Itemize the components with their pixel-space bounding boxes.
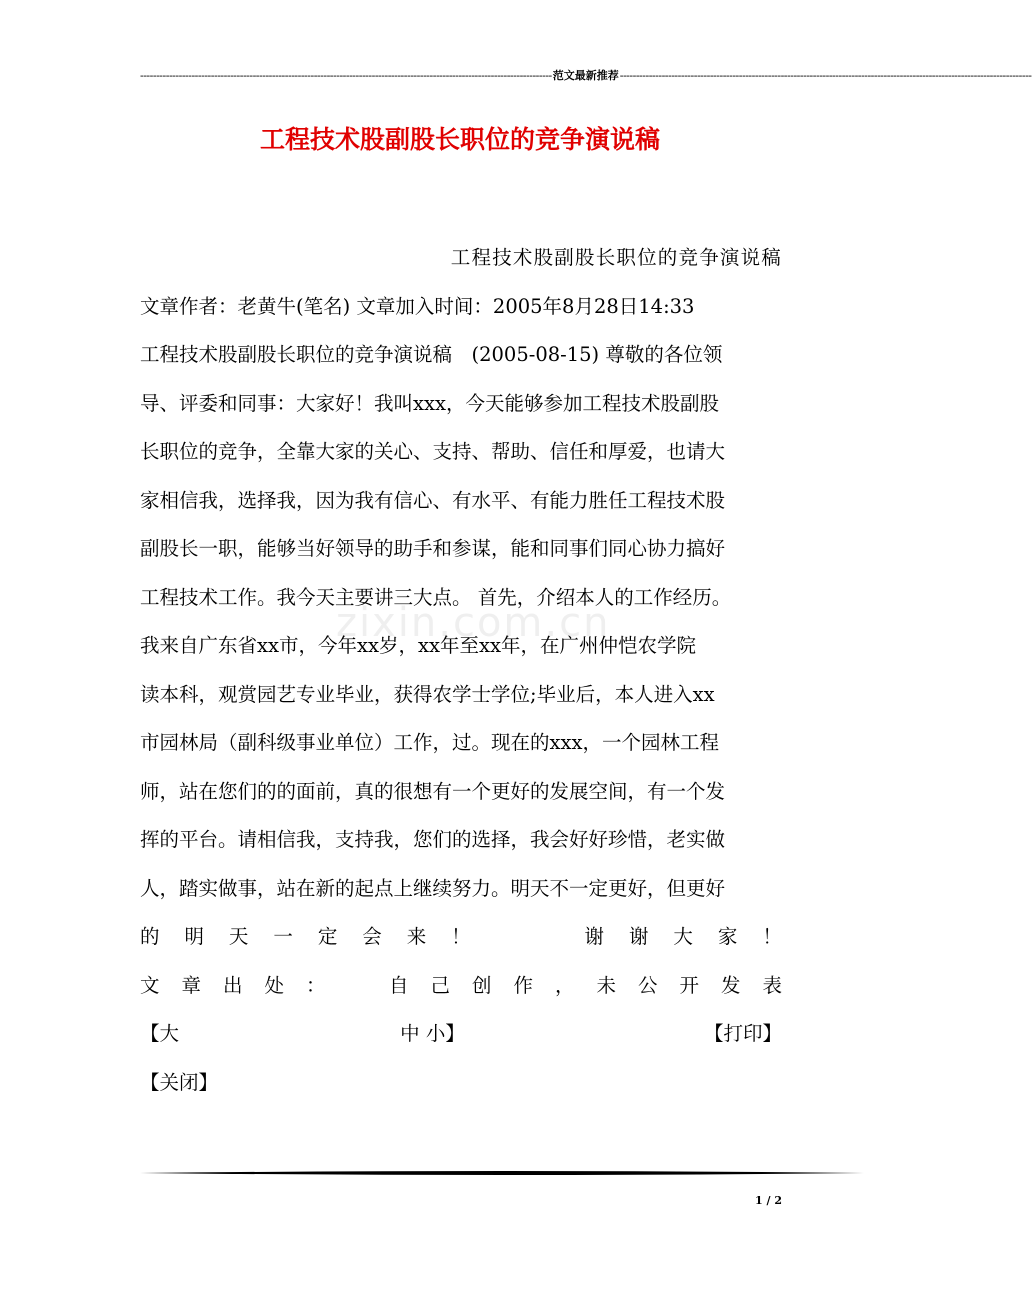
close-row xyxy=(140,1059,782,1108)
closing-char: 出 xyxy=(223,973,243,997)
paragraph-line: 长职位的竞争，全靠大家的关心、支持、帮助、信任和厚爱，也请大 xyxy=(140,440,726,463)
closing-char xyxy=(348,962,368,1011)
closing-char: 的 xyxy=(140,925,160,948)
closing-char: 一 xyxy=(273,925,293,948)
closing-char: 会 xyxy=(362,925,382,948)
closing-char: 表 xyxy=(762,973,782,997)
paragraph-line: 工程技术工作。我今天主要讲三大点。 首先，介绍本人的工作经历。 xyxy=(140,585,732,609)
header-banner xyxy=(140,68,1032,84)
closing-char: 未 xyxy=(596,973,616,997)
paragraph-line: 家相信我，选择我，因为我有信心、有水平、有能力胜任工程技术股 xyxy=(140,488,726,512)
closing-char: 谢 xyxy=(628,925,649,948)
font-size-medium-small-link[interactable]: 中 小】 xyxy=(400,1022,465,1045)
print-link[interactable]: 【打印】 xyxy=(703,1022,782,1045)
closing-char: 章 xyxy=(181,973,202,997)
closing-line-source xyxy=(140,962,782,1011)
closing-char xyxy=(496,913,516,962)
closing-char: 己 xyxy=(430,973,450,997)
header-right-dashes: -------------------------------------------------------------------------------------------------------------------------------- xyxy=(619,69,1032,82)
closing-char: ： xyxy=(306,973,326,997)
closing-char: 开 xyxy=(679,973,699,997)
paragraph-line: 读本科，观赏园艺专业毕业，获得农学士学位;毕业后，本人进入xx xyxy=(140,682,715,706)
font-size-links xyxy=(140,1010,782,1059)
closing-char: 天 xyxy=(228,925,249,948)
closing-char: 自 xyxy=(388,973,409,997)
closing-char: 文 xyxy=(140,973,160,997)
font-size-large-link[interactable]: 【大 xyxy=(140,1022,180,1045)
closing-char: 发 xyxy=(720,973,741,997)
closing-char: 家 xyxy=(717,925,738,948)
closing-char: 处 xyxy=(264,973,285,997)
article-subtitle: 工程技术股副股长职位的竞争演说稿 xyxy=(450,246,782,269)
closing-char: ， xyxy=(554,973,575,997)
paragraph-line: 副股长一职，能够当好领导的助手和参谋，能和同事们同心协力搞好 xyxy=(140,537,726,560)
closing-char: ！ xyxy=(451,925,471,948)
paragraph-line: 师，站在您们的的面前，真的很想有一个更好的发展空间，有一个发 xyxy=(140,779,726,803)
closing-line-thanks xyxy=(140,913,782,962)
closing-char: 定 xyxy=(317,925,338,948)
page-number: 1 / 2 xyxy=(755,1194,782,1207)
paragraph-line: 工程技术股副股长职位的竞争演说稿 (2005-08-15) 尊敬的各位领 xyxy=(140,343,723,366)
closing-char xyxy=(540,913,560,962)
closing-char: 谢 xyxy=(584,925,605,948)
document-title: 工程技术股副股长职位的竞争演说稿 xyxy=(259,125,660,154)
paragraph-line: 人，踏实做事，站在新的起点上继续努力。明天不一定更好，但更好 xyxy=(140,876,726,900)
paragraph-line: 挥的平台。请相信我，支持我，您们的选择，我会好好珍惜，老实做 xyxy=(140,828,726,851)
closing-char: 作 xyxy=(513,973,533,997)
header-label: 范文最新推荐 xyxy=(552,69,619,82)
paragraph-line: 导、评委和同事：大家好！我叫xxx，今天能够参加工程技术股副股 xyxy=(140,391,719,415)
paragraph-line: 市园林局（副科级事业单位）工作，过。现在的xxx，一个园林工程 xyxy=(140,731,719,754)
closing-char: 大 xyxy=(673,925,693,948)
article-body xyxy=(140,234,782,1107)
watermark: zixin.com.cn xyxy=(336,600,611,646)
paragraph-line: 文章作者：老黄牛(笔名) 文章加入时间：2005年8月28日14:33 xyxy=(140,294,695,318)
article-paragraph xyxy=(140,283,782,914)
paragraph-line: 我来自广东省xx市，今年xx岁，xx年至xx年，在广州仲恺农学院 xyxy=(140,634,696,657)
closing-char: 创 xyxy=(471,973,492,997)
closing-char: 来 xyxy=(406,925,427,948)
closing-char: ！ xyxy=(762,925,782,948)
header-left-dashes: -------------------------------------------------------------------------------------------------------------------------------- xyxy=(140,69,552,82)
footer-rule xyxy=(140,1170,864,1176)
close-link[interactable]: 【关闭】 xyxy=(140,1070,219,1094)
closing-char: 公 xyxy=(637,973,658,997)
closing-char: 明 xyxy=(184,925,204,948)
